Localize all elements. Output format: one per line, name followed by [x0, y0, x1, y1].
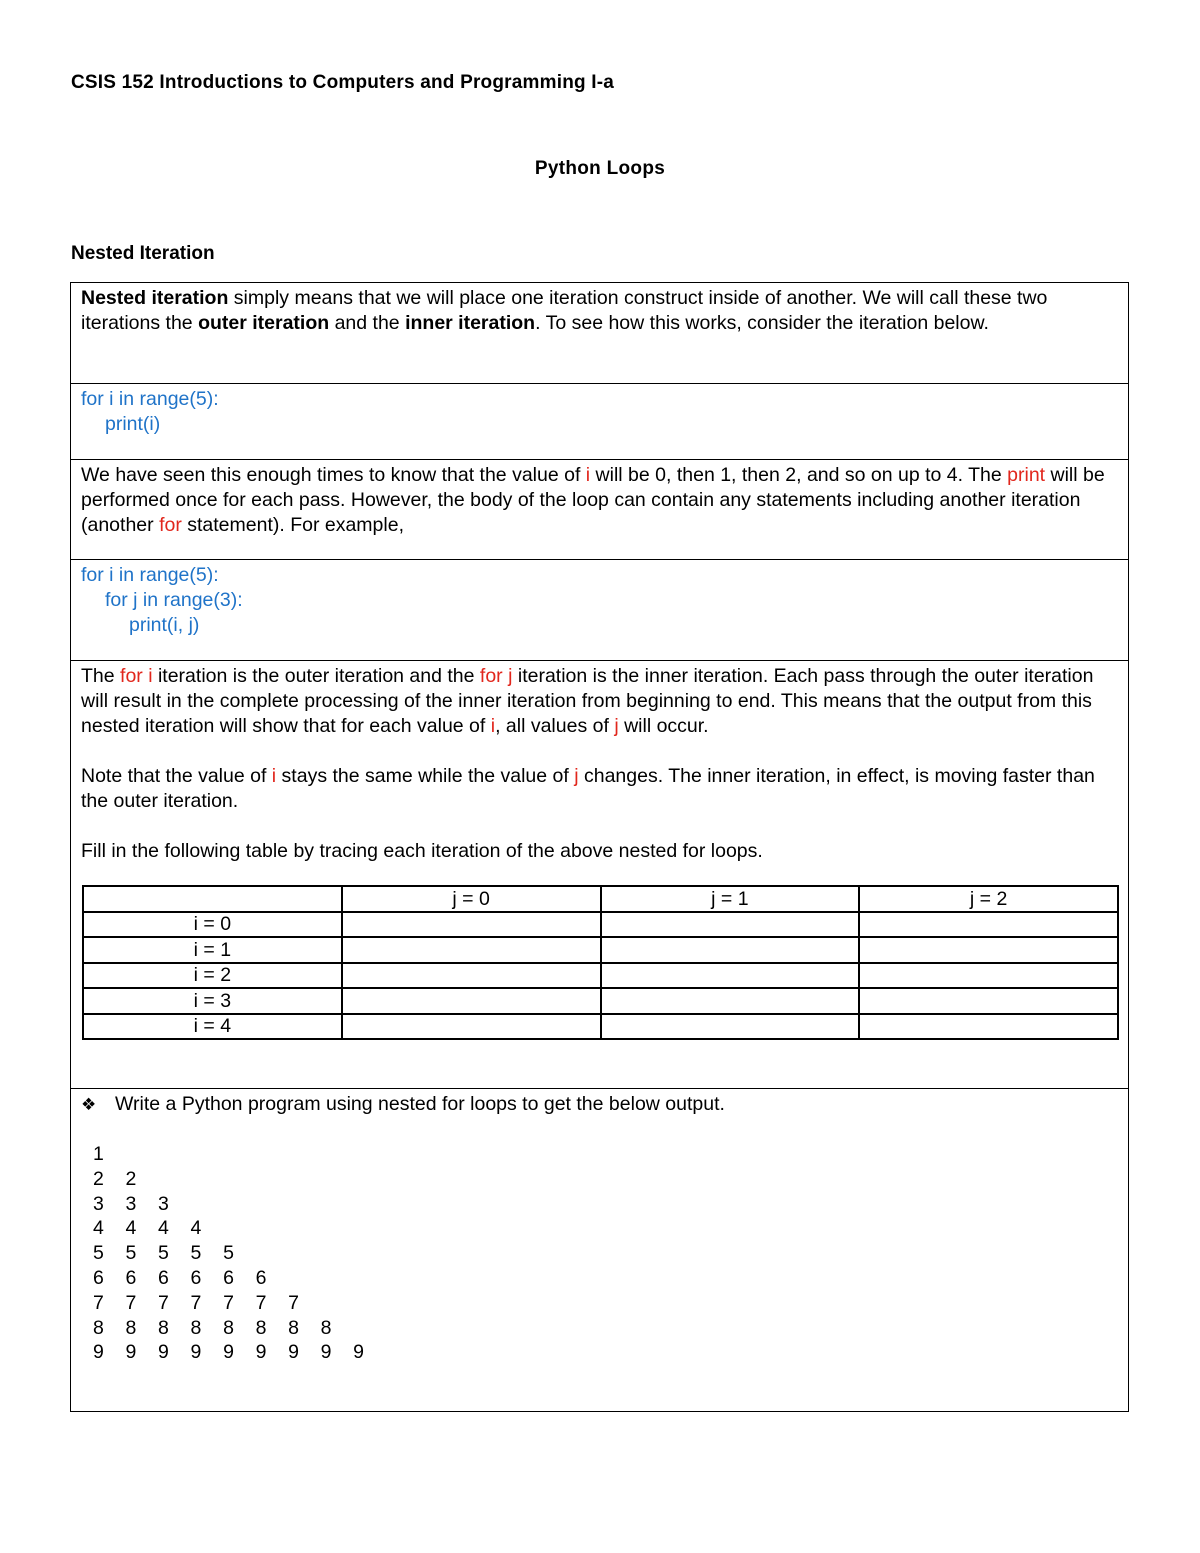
trace-cell[interactable] — [601, 988, 860, 1014]
trace-header-row — [83, 886, 1118, 912]
trace-row — [83, 963, 1118, 989]
exercise-text: Write a Python program using nested for loops to get the below output. — [115, 1093, 725, 1115]
trace-cell[interactable] — [859, 1014, 1118, 1040]
explanation-paragraph: Note that the value of i stays the same while the value of j changes. The inner iteration, in effect, is moving faster than the outer iteration. — [81, 765, 1095, 812]
trace-cell[interactable] — [342, 1014, 601, 1040]
trace-cell[interactable] — [859, 988, 1118, 1014]
trace-table — [82, 885, 1119, 1040]
keyword-for: for — [159, 514, 182, 536]
section-heading: Nested Iteration — [71, 243, 215, 264]
trace-cell[interactable] — [859, 937, 1118, 963]
keyword-print: print — [1007, 464, 1046, 486]
trace-row — [83, 988, 1118, 1014]
trace-cell[interactable] — [342, 988, 601, 1014]
trace-row — [83, 912, 1118, 938]
trace-cell[interactable] — [601, 963, 860, 989]
code-line: for j in range(3): — [105, 589, 243, 611]
intro-term: Nested iteration — [81, 287, 229, 309]
trace-header-cell: j = 0 — [342, 886, 601, 912]
code-line: print(i, j) — [129, 614, 200, 636]
exercise-cell — [71, 1089, 1128, 1411]
trace-row — [83, 937, 1118, 963]
trace-header-cell: j = 1 — [601, 886, 860, 912]
explanation-paragraph: The for i iteration is the outer iteration and the for j iteration is the inner iteration. Each pass through the outer iteration will result in the complete processing of the inner iteration from beginning to end. This means that the output from this nested iteration will show that for each value of i, all values of j will occur. — [81, 665, 1094, 737]
code-block-1 — [71, 384, 1128, 460]
trace-cell[interactable] — [859, 963, 1118, 989]
code-block-2 — [71, 560, 1128, 661]
trace-cell[interactable] — [859, 912, 1118, 938]
inner-iteration-term: inner iteration — [405, 312, 536, 334]
code-line: for i in range(5): — [81, 388, 219, 410]
trace-cell[interactable] — [342, 937, 601, 963]
trace-cell[interactable] — [342, 963, 601, 989]
expected-output: 1 2 2 3 3 3 4 4 4 4 5 5 5 5 5 6 6 6 6 6 6 7 7 7 7 7 7 7 8 8 8 8 8 8 8 8 9 9 9 9 9 9 9 9 9 — [93, 1143, 364, 1364]
code-line: print(i) — [105, 413, 161, 435]
explanation-cell-1: We have seen this enough times to know that the value of i will be 0, then 1, then 2, and so on up to 4. The print will be performed once for each pass. However, the body of the loop can contain any statements including another iteration (another for statement). For example, — [71, 460, 1128, 560]
trace-row-label: i = 3 — [83, 988, 342, 1014]
trace-cell[interactable] — [342, 912, 601, 938]
course-title: CSIS 152 Introductions to Computers and Programming I-a — [71, 72, 615, 93]
trace-row-label: i = 1 — [83, 937, 342, 963]
table-instruction: Fill in the following table by tracing each iteration of the above nested for loops. — [81, 840, 763, 862]
trace-row-label: i = 0 — [83, 912, 342, 938]
outer-iteration-term: outer iteration — [198, 312, 330, 334]
trace-row-label: i = 2 — [83, 963, 342, 989]
keyword-i: i — [585, 464, 591, 486]
intro-cell: Nested iteration simply means that we will place one iteration construct inside of another. We will call these two iterations the outer iteration and the inner iteration. To see how this works, consider the iteration below. — [71, 283, 1128, 384]
trace-cell[interactable] — [601, 1014, 860, 1040]
document-title: Python Loops — [534, 158, 666, 179]
trace-row — [83, 1014, 1118, 1040]
code-line: for i in range(5): — [81, 564, 219, 586]
trace-cell[interactable] — [601, 912, 860, 938]
content-frame — [70, 282, 1129, 1412]
trace-header-cell — [83, 886, 342, 912]
diamond-bullet-icon: ❖ — [81, 1095, 97, 1114]
trace-cell[interactable] — [601, 937, 860, 963]
trace-header-cell: j = 2 — [859, 886, 1118, 912]
exercise-prompt — [81, 1092, 1118, 1117]
trace-row-label: i = 4 — [83, 1014, 342, 1040]
explanation-cell-2 — [71, 661, 1128, 1089]
